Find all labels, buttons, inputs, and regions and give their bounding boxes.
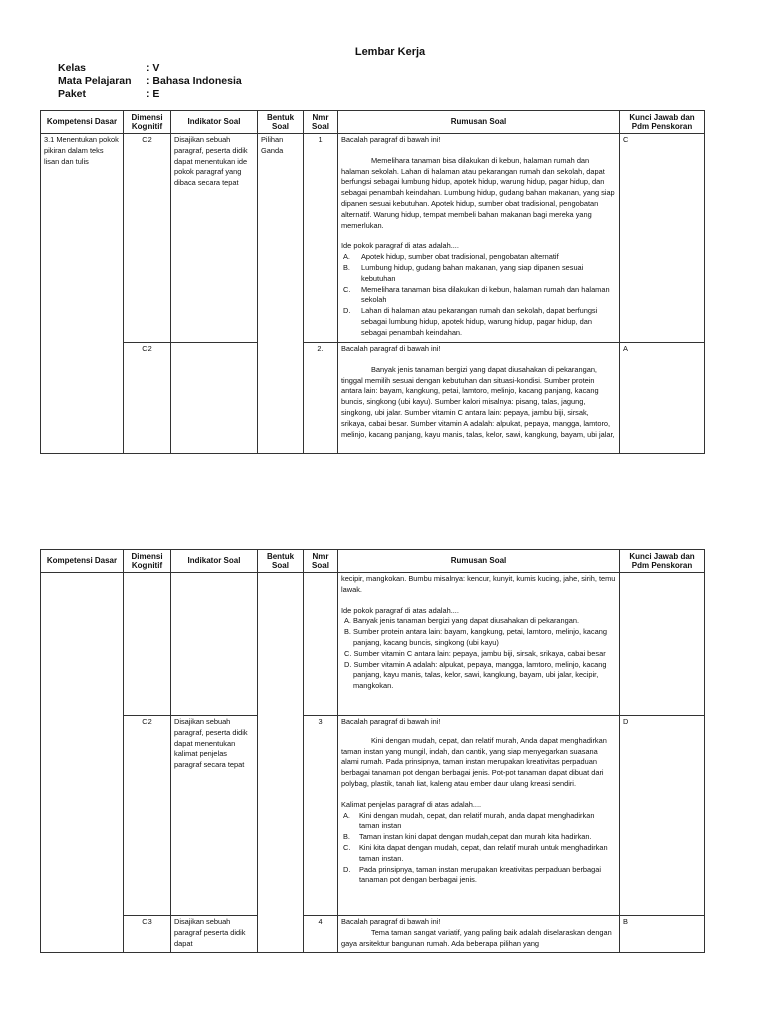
nmr-cell	[304, 573, 338, 716]
option-c	[343, 284, 616, 307]
option-text: Apotek hidup, sumber obat tradisional, pengobatan alternatif	[361, 252, 559, 262]
indikator-cell: Disajikan sebuah paragraf, peserta didik dapat menentukan ide pokok paragraf yang dibaca secara tepat	[171, 134, 258, 343]
option-label: B.	[343, 262, 350, 272]
meta-key: Paket	[58, 88, 87, 100]
option-label: D.	[343, 864, 351, 874]
meta-mapel	[58, 75, 242, 87]
question-prompt: Ide pokok paragraf di atas adalah....	[341, 605, 459, 615]
question-intro: Bacalah paragraf di bawah ini!	[341, 917, 441, 926]
table-row	[41, 716, 705, 916]
meta-value: : V	[146, 62, 160, 74]
indikator-cell	[171, 343, 258, 454]
bentuk-cell	[258, 573, 304, 953]
option-b	[343, 262, 616, 285]
header-dimensi-kognitif: Dimensi Kognitif	[124, 111, 171, 134]
option-d	[343, 306, 616, 338]
meta-value: : Bahasa Indonesia	[146, 75, 242, 87]
table-row	[41, 573, 705, 716]
option-a	[343, 810, 616, 833]
kompetensi-dasar-cell	[41, 573, 124, 953]
meta-key: Mata Pelajaran	[58, 75, 132, 87]
header-rumusan-soal: Rumusan Soal	[338, 550, 620, 573]
question-paragraph: Kini dengan mudah, cepat, dan relatif murah, Anda dapat menghadirkan taman instan yang mungil, indah, dan cantik, yang siap menyegarkan suasana alami rumah. Pada prinsipnya, taman instan merupakan kreativitas perpaduan berbagai tanaman pot dengan berbagai jenis. Pot-pot tanaman dapat dibuat dari polybag, plastik, tanah liat, kaleng atau ember daur ulang kreasi sendiri.	[341, 735, 607, 788]
question-intro: Bacalah paragraf di bawah ini!	[341, 344, 441, 353]
page-title: Lembar Kerja	[354, 46, 426, 58]
option-text: Pada prinsipnya, taman instan merupakan kreativitas perpaduan berbagai tanaman pot dengan berbagai jenis.	[359, 864, 601, 885]
header-bentuk-soal: Bentuk Soal	[258, 550, 304, 573]
option-text: Memelihara tanaman bisa dilakukan di kebun, halaman rumah dan halaman sekolah	[361, 284, 610, 305]
indikator-cell: Disajikan sebuah paragraf, peserta didik dapat menentukan kalimat penjelas paragraf secara tepat	[171, 716, 258, 916]
question-paragraph: Memelihara tanaman bisa dilakukan di kebun, halaman rumah dan halaman sekolah. Lahan di halaman atau pekarangan rumah dan sekolah, dapat berfungsi sebagai lumbung hidup, apotek hidup, warung hidup, pagar hidup, dan sebagai penambah keindahan. Lumbung hidup, gudang bahan makanan, yang siap dipanen sesuai kebutuhan. Apotek hidup, sumber obat tradisional, pengobatan alternatif. Warung hidup, tempat membeli bahan makanan bagi mereka yang memerlukan.	[341, 155, 615, 230]
question-paragraph-continued: kecipir, mangkokan. Bumbu misalnya: kencur, kunyit, kumis kucing, jahe, sirih, temu lawak.	[341, 574, 616, 594]
table-header-row	[41, 111, 705, 134]
rumusan-cell	[338, 573, 620, 716]
option-d: D. Sumber vitamin A adalah: alpukat, pepaya, mangga, lamtoro, melinjo, kacang panjang, kayu manis, talas, kelor, sawi, kangkung, bayam, ubi jalar, kecipir, mangkokan.	[344, 659, 607, 691]
option-a	[343, 252, 616, 263]
nmr-cell: 3	[304, 716, 338, 916]
option-label: A.	[343, 810, 350, 820]
dimensi-cell: C2	[124, 134, 171, 343]
option-text: Lumbung hidup, gudang bahan makanan, yang siap dipanen sesuai kebutuhan	[361, 262, 584, 283]
question-intro: Bacalah paragraf di bawah ini!	[341, 135, 441, 144]
kunci-cell: A	[620, 343, 705, 454]
header-indikator-soal: Indikator Soal	[171, 111, 258, 134]
option-text: Kini kita dapat dengan mudah, cepat, dan relatif murah untuk menghadirkan taman instan.	[359, 842, 608, 863]
rumusan-cell	[338, 343, 620, 454]
header-nmr-soal: Nmr Soal	[304, 111, 338, 134]
meta-key: Kelas	[58, 62, 87, 74]
header-dimensi-kognitif: Dimensi Kognitif	[124, 550, 171, 573]
indikator-cell	[171, 573, 258, 716]
indikator-text: Disajikan sebuah paragraf peserta didik dapat	[174, 917, 246, 948]
option-b	[343, 832, 616, 843]
header-kunci-jawab: Kunci Jawab dan Pdm Penskoran	[620, 111, 705, 134]
dimensi-cell: C3	[124, 916, 171, 953]
bentuk-cell: Pilihan Ganda	[258, 134, 304, 454]
question-prompt: Kalimat penjelas paragraf di atas adalah....	[341, 799, 482, 809]
option-d	[343, 864, 616, 887]
option-list	[341, 811, 616, 887]
kunci-cell	[620, 573, 705, 716]
header-kunci-jawab: Kunci Jawab dan Pdm Penskoran	[620, 550, 705, 573]
meta-paket	[58, 88, 159, 100]
worksheet-table-page1	[40, 110, 705, 454]
question-intro: Bacalah paragraf di bawah ini!	[341, 717, 441, 726]
rumusan-cell	[338, 134, 620, 343]
option-label: A.	[343, 252, 350, 262]
rumusan-cell	[338, 916, 620, 953]
question-paragraph: Banyak jenis tanaman bergizi yang dapat diusahakan di pekarangan, tinggal memilih sesuai dengan kebutuhan dan situasi-kondisi. Sumber protein antara lain: bayam, kangkung, petai, lamtoro, melinjo, kacang panjang, kacang buncis, singkong (ubi kayu). Sumber kalori misalnya: pisang, talas, jagung, singkong, ubi jalar. Sumber vitamin C antara lain: pepaya, jambu biji, sirsak, srikaya, cabai besar. Sumber vitamin A adalah: alpukat, pepaya, mangga, lamtoro, melinjo, kacang panjang, kayu manis, talas, kelor, sawi, kangkung, bayam, ubi jalar,	[341, 364, 615, 439]
dimensi-cell: C2	[124, 343, 171, 454]
option-text: Kini dengan mudah, cepat, dan relatif murah, anda dapat menghadirkan taman instan	[359, 810, 595, 831]
kunci-cell: D	[620, 716, 705, 916]
worksheet-table-page2	[40, 549, 705, 953]
header-indikator-soal: Indikator Soal	[171, 550, 258, 573]
option-text: Lahan di halaman atau pekarangan rumah dan sekolah, dapat berfungsi sebagai lumbung hidup, apotek hidup, warung hidup, pagar hidup, dan sebagai penambah keindahan.	[361, 306, 598, 337]
question-paragraph: Tema taman sangat variatif, yang paling baik adalah diselaraskan dengan gaya arsitektur bangunan rumah. Ada beberapa pilihan yang	[341, 927, 612, 948]
kunci-cell: C	[620, 134, 705, 343]
nmr-cell: 4	[304, 916, 338, 953]
header-kompetensi-dasar: Kompetensi Dasar	[41, 111, 124, 134]
option-label: C.	[343, 842, 351, 852]
header-bentuk-soal: Bentuk Soal	[258, 111, 304, 134]
rumusan-cell	[338, 716, 620, 916]
header-rumusan-soal: Rumusan Soal	[338, 111, 620, 134]
question-prompt: Ide pokok paragraf di atas adalah....	[341, 241, 459, 251]
dimensi-cell: C2	[124, 716, 171, 916]
dimensi-cell	[124, 573, 171, 716]
header-kompetensi-dasar: Kompetensi Dasar	[41, 550, 124, 573]
indikator-cell	[171, 916, 258, 953]
option-label: C.	[343, 284, 351, 294]
option-c	[343, 842, 616, 865]
table-row	[41, 134, 705, 343]
option-label: D.	[343, 306, 351, 316]
nmr-cell: 1	[304, 134, 338, 343]
option-a: A. Banyak jenis tanaman bergizi yang dapat diusahakan di pekarangan.	[344, 616, 580, 626]
header-nmr-soal: Nmr Soal	[304, 550, 338, 573]
nmr-cell: 2.	[304, 343, 338, 454]
kunci-cell: B	[620, 916, 705, 953]
table-row	[41, 916, 705, 953]
option-c: C. Sumber vitamin C antara lain: pepaya, jambu biji, sirsak, srikaya, cabai besar	[344, 648, 606, 658]
option-list	[341, 252, 616, 338]
option-text: Taman instan kini dapat dengan mudah,cepat dan murah kita hadirkan.	[359, 832, 592, 842]
table-row	[41, 343, 705, 454]
option-b: B. Sumber protein antara lain: bayam, kangkung, petai, lamtoro, melinjo, kacang panjang, kacang buncis, singkong (ubi kayu)	[344, 627, 607, 647]
option-label: B.	[343, 832, 350, 842]
table-header-row	[41, 550, 705, 573]
meta-kelas	[58, 62, 159, 74]
kompetensi-dasar-cell: 3.1 Menentukan pokok pikiran dalam teks lisan dan tulis	[41, 134, 124, 454]
meta-value: : E	[146, 88, 160, 100]
